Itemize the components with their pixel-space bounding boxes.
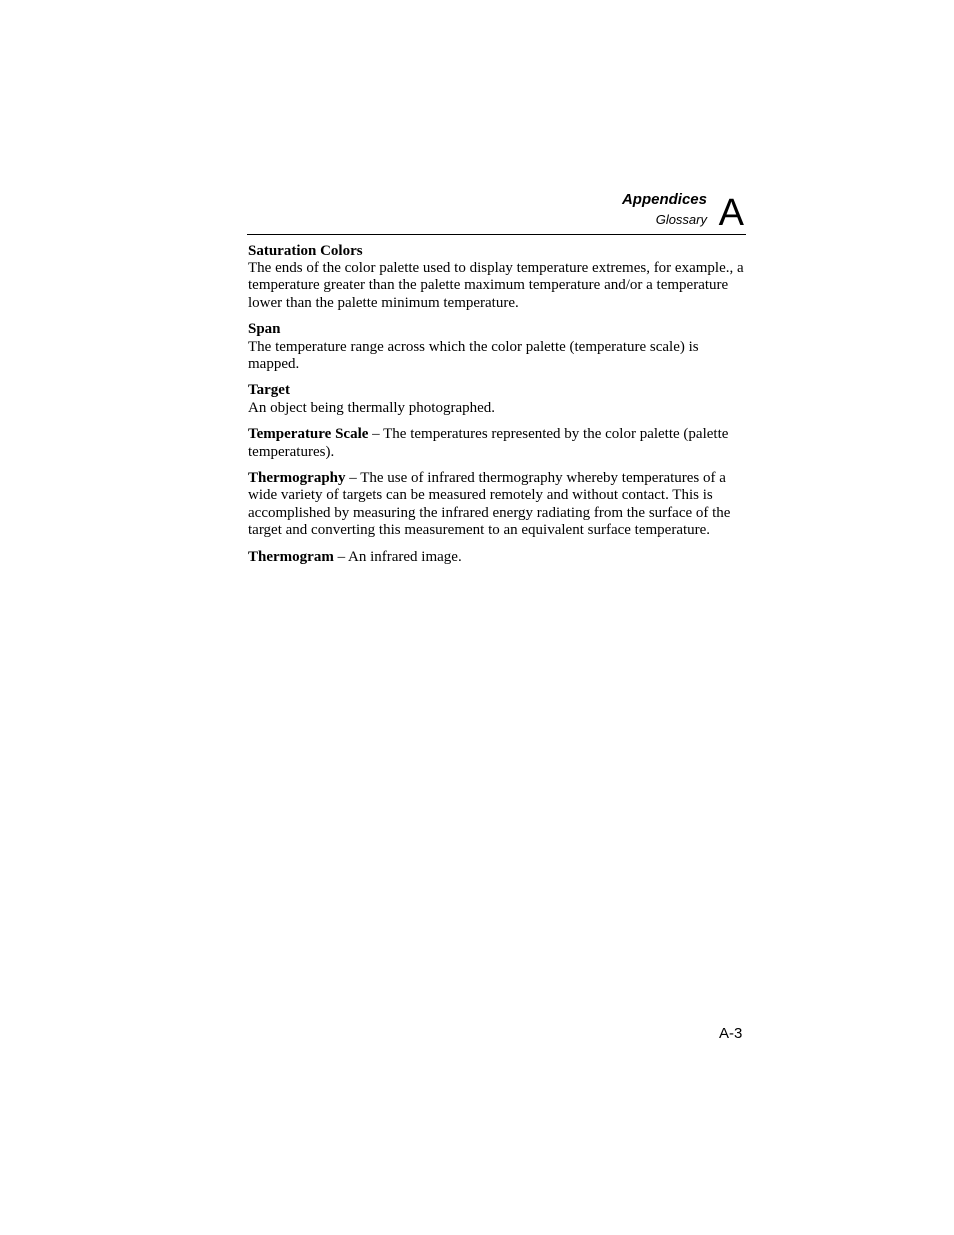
glossary-definition: The temperatures represented by the color palette (palette temperatures).: [248, 426, 729, 460]
glossary-entry-saturation-colors: [248, 243, 748, 312]
glossary-entry-thermography: [248, 470, 748, 539]
glossary-definition: The ends of the color palette used to display temperature extremes, for example., a temperature greater than the palette maximum temperature and/or a temperature lower than the palette minimum temperature.: [248, 260, 744, 311]
section-title: Glossary: [655, 212, 707, 227]
glossary-term: Span: [248, 321, 281, 338]
glossary-term: Thermogram: [248, 548, 334, 565]
glossary-body: [248, 243, 748, 575]
term-separator: –: [368, 426, 384, 443]
glossary-definition: An infrared image.: [348, 548, 462, 565]
glossary-definition: The use of infrared thermography whereby temperatures of a wide variety of targets can be measured remotely and without contact. This is accomplished by measuring the infrared energy radiating from the surface of the target and converting this measurement to an equivalent surface temperature.: [248, 470, 731, 538]
glossary-entry-temperature-scale: [248, 426, 748, 460]
glossary-term: Target: [248, 382, 290, 399]
glossary-term: Temperature Scale: [248, 426, 369, 443]
glossary-entry-thermogram: [248, 549, 748, 566]
glossary-term: Saturation Colors: [248, 243, 363, 259]
glossary-term: Thermography: [248, 470, 346, 487]
term-separator: –: [345, 470, 361, 487]
appendix-letter: A: [718, 192, 744, 234]
term-separator: –: [333, 548, 348, 565]
page-header: [247, 188, 746, 235]
glossary-entry-target: [248, 382, 748, 416]
page-number: A-3: [719, 1025, 743, 1042]
glossary-definition: An object being thermally photographed.: [248, 399, 496, 416]
chapter-title: Appendices: [621, 191, 707, 208]
glossary-definition: The temperature range across which the color palette (temperature scale) is mapped.: [248, 338, 699, 372]
glossary-entry-span: [248, 321, 748, 373]
